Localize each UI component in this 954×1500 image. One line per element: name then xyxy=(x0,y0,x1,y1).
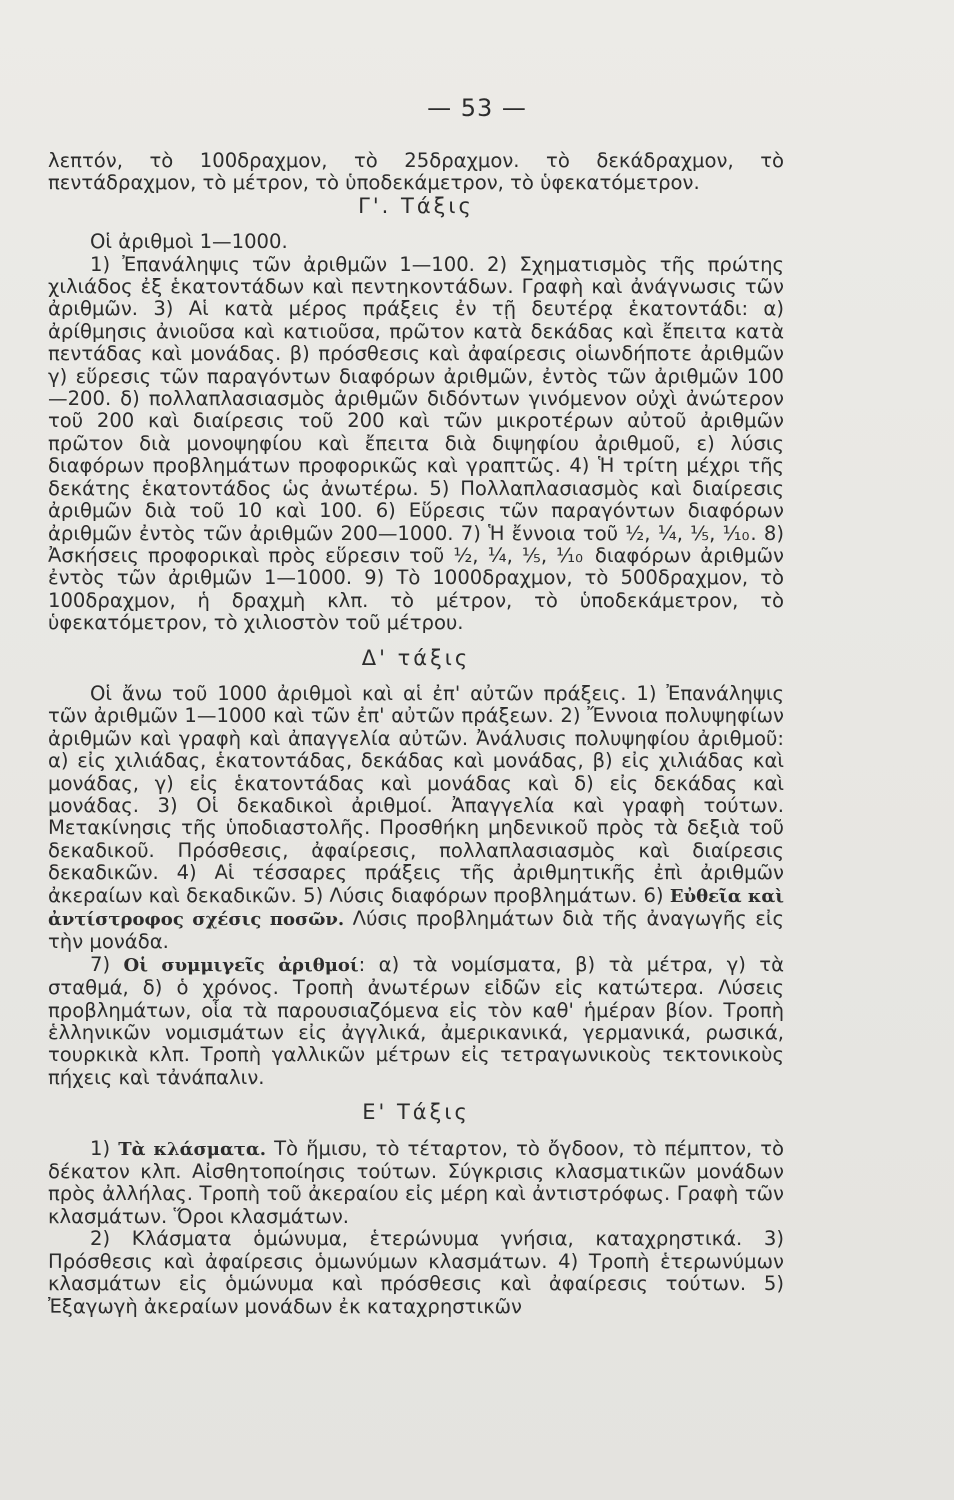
paragraph xyxy=(48,1138,784,1229)
paragraph xyxy=(48,254,784,635)
bold-phrase: Τὰ κλάσματα. xyxy=(118,1138,267,1160)
paragraph xyxy=(48,150,784,195)
section-heading: Δ' τάξις xyxy=(361,645,471,670)
paragraph xyxy=(48,231,784,253)
text-span: Λύσις προβλημάτων διὰ τῆς ἀναγωγῆς εἰς τὴν μονάδα. xyxy=(48,907,784,954)
body-text xyxy=(48,150,784,1318)
text-span: Οἱ ἄνω τοῦ 1000 ἀριθμοὶ καὶ αἱ ἐπ' αὐτῶν πράξεις. 1) Ἐπανάληψις τῶν ἀριθμῶν 1—1000 καὶ τῶν ἐπ' αὐτῶν πράξεων. 2) Ἔννοια πολυψηφίων ἀριθμῶν καὶ γραφὴ καὶ ἀπαγγελία αὐτῶν. Ἀνάλυσις πολυψηφίου ἀριθμοῦ: α) εἰς χιλιάδας, ἑκατοντάδας, δεκάδας καὶ μονάδας, β) εἰς χιλιάδας καὶ μονάδας, γ) εἰς ἑκατοντάδας καὶ μονάδας καὶ δ) εἰς δεκάδας καὶ μονάδας. 3) Οἱ δεκαδικοὶ ἀριθμοί. Ἀπαγγελία καὶ γραφὴ τούτων. Μετακίνησις τῆς ὑποδιαστολῆς. Προσθήκη μηδενικοῦ πρὸς τὰ δεξιὰ τοῦ δεκαδικοῦ. Πρόσθεσις, ἀφαίρεσις, πολλαπλασιασμὸς καὶ διαίρεσις δεκαδικῶν. 4) Αἱ τέσσαρες πράξεις τῆς ἀριθμητικῆς ἐπὶ ἀριθμῶν ἀκεραίων καὶ δεκαδικῶν. 5) Λύσις διαφόρων προβλημάτων. 6) xyxy=(48,681,784,907)
bold-phrase: Εὐθεῖα καὶ ἀντίστροφος σχέσις ποσῶν. xyxy=(48,885,784,930)
text-span: 1) xyxy=(90,1136,119,1160)
text-span: : α) τὰ νομίσματα, β) τὰ μέτρα, γ) τὰ σταθμά, δ) ὁ χρόνος. Τροπὴ ἀνωτέρων εἰδῶν εἰς κατώτερα. Λύσεις προβλημάτων, οἷα τὰ παρουσιαζόμενα εἰς τὸν καθ' ἡμέραν βίον. Τροπὴ ἑλληνικῶν νομισμάτων εἰς ἀγγλικά, ἀμερικανικά, γερμανικά, ρωσικά, τουρκικὰ κλπ. Τροπὴ γαλλικῶν μέτρων εἰς τετραγωνικοὺς τεκτονικοὺς πήχεις καὶ τἀνάπαλιν. xyxy=(48,952,785,1089)
paragraph xyxy=(48,1228,784,1318)
bold-phrase: Οἱ συμμιγεῖς ἀριθμοί xyxy=(123,954,359,976)
text-span: Οἱ ἀριθμοὶ 1—1000. xyxy=(90,230,288,254)
text-span: λεπτόν, τὸ 100δραχμον, τὸ 25δραχμον. τὸ δεκάδραχμον, τὸ πεντάδραχμον, τὸ μέτρον, τὸ ὑποδεκάμετρον, τὸ ὑφεκατόμετρον. xyxy=(48,149,784,195)
text-span: 2) Κλάσματα ὁμώνυμα, ἑτερώνυμα γνήσια, καταχρηστικά. 3) Πρόσθεσις καὶ ἀφαίρεσις ὁμωνύμων κλασμάτων. 4) Τροπὴ ἑτερωνύμων κλασμάτων εἰς ὁμώνυμα καὶ πρόσθεσις καὶ ἀφαίρεσις τούτων. 5) Ἐξαγωγὴ ἀκεραίων μονάδων ἐκ καταχρηστικῶν xyxy=(48,1227,784,1318)
text-span: 1) Ἐπανάληψις τῶν ἀριθμῶν 1—100. 2) Σχηματισμὸς τῆς πρώτης χιλιάδος ἐξ ἑκατοντάδων καὶ πεντηκοντάδων. Γραφὴ καὶ ἀνάγνωσις τῶν ἀριθμῶν. 3) Αἱ κατὰ μέρος πράξεις ἐν τῇ δευτέρᾳ ἑκατοντάδι: α) ἀρίθμησις ἀνιοῦσα καὶ κατιοῦσα, πρῶτον κατὰ δεκάδας καὶ ἔπειτα κατὰ πεντάδας καὶ μονάδας. β) πρόσθεσις καὶ ἀφαίρεσις οἱωνδήποτε ἀριθμῶν γ) εὕρεσις τῶν παραγόντων διαφόρων ἀριθμῶν, ἐντὸς τῶν ἀριθμῶν 100—200. δ) πολλαπλασιασμὸς ἀριθμῶν διδόντων γινόμενον οὐχὶ ἀνώτερον τοῦ 200 καὶ διαίρεσις τοῦ 200 καὶ τῶν μικροτέρων αὐτοῦ ἀριθμῶν πρῶτον διὰ μονοψηφίου καὶ ἔπειτα διὰ διψηφίου ἀριθμοῦ, ε) λύσις διαφόρων προβλημάτων προφορικῶς καὶ γραπτῶς. 4) Ἡ τρίτη μέχρι τῆς δεκάτης ἑκατοντάδος ὡς ἀνωτέρω. 5) Πολλαπλασιασμὸς καὶ διαίρεσις ἀριθμῶν διὰ τοῦ 10 καὶ 100. 6) Εὕρεσις τῶν παραγόντων διαφόρων ἀριθμῶν ἐντὸς τῶν ἀριθμῶν 200—1000. 7) Ἡ ἔννοια τοῦ ½, ¼, ⅕, ⅒. 8) Ἀσκήσεις προφορικαὶ πρὸς εὕρεσιν τοῦ ½, ¼, ⅕, ⅒ διαφόρων ἀριθμῶν ἐντὸς τῶν ἀριθμῶν 1—1000. 9) Τὸ 1000δραχμον, τὸ 500δραχμον, τὸ 100δραχμον, ἡ δραχμὴ κλπ. τὸ μέτρον, τὸ ὑποδεκάμετρον, τὸ ὑφεκατόμετρον, τὸ χιλιοστὸν τοῦ μέτρου. xyxy=(48,252,784,635)
page-number: — 53 — xyxy=(427,94,527,122)
paragraph xyxy=(48,683,784,954)
text-span: Τὸ ἥμισυ, τὸ τέταρτον, τὸ ὄγδοον, τὸ πέμπτον, τὸ δέκατον κλπ. Αἰσθητοποίησις τούτων. Σύγκρισις κλασματικῶν μονάδων πρὸς ἀλλήλας. Τροπὴ τοῦ ἀκεραίου εἰς μέρη καὶ ἀντιστρόφως. Γραφὴ τῶν κλασμάτων. Ὅροι κλασμάτων. xyxy=(48,1136,785,1228)
section-heading: Γ'. Τάξις xyxy=(358,193,474,218)
text-span: 7) xyxy=(90,952,124,976)
section-heading: Ε' Τάξις xyxy=(362,1100,470,1125)
paragraph xyxy=(48,954,784,1089)
